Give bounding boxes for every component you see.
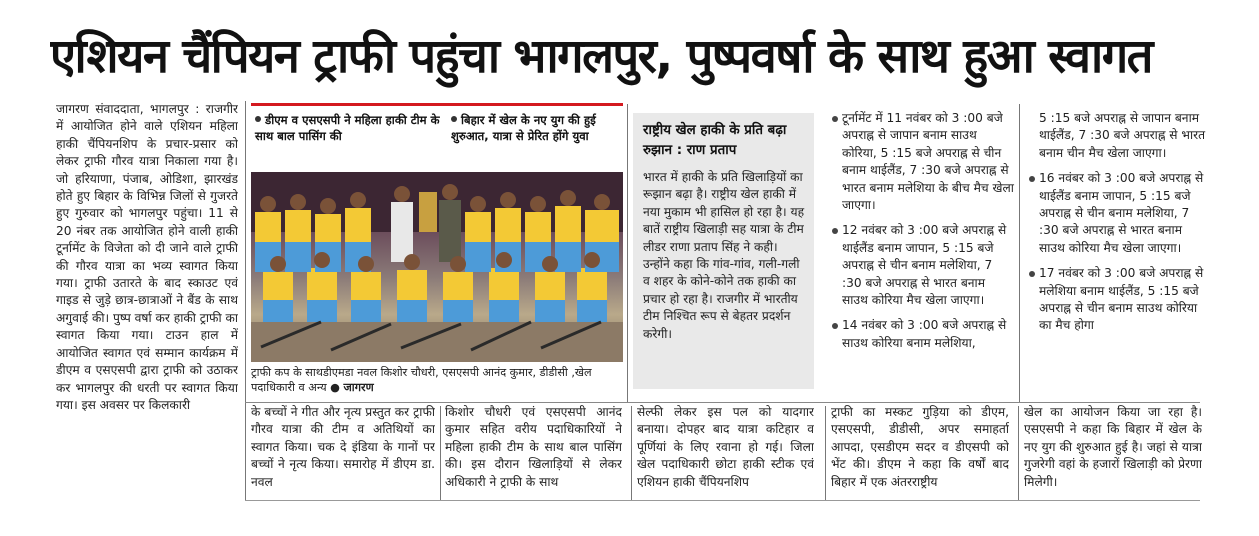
bottom-rule (245, 500, 1200, 501)
bullet-icon (832, 228, 842, 234)
photo-credit: जागरण (343, 381, 374, 394)
column-divider (440, 406, 441, 500)
photo-caption (251, 365, 623, 395)
article-paragraph: किशोर चौधरी एवं एसएसपी आनंद कुमार सहित वरीय पदाधिकारियों ने महिला हाकी टीम के साथ बाल पासिंग की। इस दौरान खिलाड़ियों से लेकर अधिकारी ने ट्राफी के साथ (445, 405, 622, 489)
team-photo-illustration (251, 172, 623, 362)
section-divider (245, 402, 1200, 403)
article-column (637, 404, 814, 500)
schedule-item (1029, 110, 1211, 162)
red-rule (251, 103, 623, 106)
related-headline-text: बिहार में खेल के नए युग की हुई शुरुआत, यात्रा से प्रेरित होंगे युवा (451, 113, 596, 143)
column-divider (1019, 104, 1020, 402)
schedule-item (832, 110, 1014, 214)
related-headline (451, 112, 623, 144)
article-paragraph: ट्राफी का मस्कट गुड़िया को डीएम, एसएसपी, डीडीसी, अपर समाहर्ता आपदा, एसडीएम सदर व डीएसपी को भेंट की। डीएम ने कहा कि वर्षों बाद बिहार में एक अंतरराष्ट्रीय (831, 405, 1009, 489)
column-divider (245, 101, 246, 501)
schedule-item-text: 12 नवंबर को 3 :00 बजे अपराह्न से थाईलैंड बनाम जापान, 5 :15 बजे अपराह्न से चीन बनाम मलेशिया, 7 :30 बजे अपराह्न से भारत बनाम साउथ कोरिया मैच खेला जाएगा। (842, 223, 1007, 308)
schedule-item (1029, 170, 1211, 257)
schedule-item-text: 14 नवंबर को 3 :00 बजे अपराह्न से साउथ कोरिया बनाम मलेशिया, (842, 318, 1007, 350)
schedule-item (832, 222, 1014, 309)
headline: एशियन चैंपियन ट्राफी पहुंचा भागलपुर, पुष्पवर्षा के साथ हुआ स्वागत (50, 29, 1152, 84)
schedule-item-text: टूर्नामेंट में 11 नवंबर को 3 :00 बजे अपराह्न से जापान बनाम साउथ कोरिया, 5 :15 बजे अपराह्न से चीन बनाम थाईलैंड, 7 :30 बजे अपराह्न से भारत बनाम मलेशिया के बीच मैच खेला जाएगा। (842, 111, 1014, 213)
sidebox (633, 113, 814, 389)
schedule-item (1029, 265, 1211, 335)
bullet-icon (832, 116, 842, 122)
match-schedule-right (1029, 110, 1211, 343)
related-headline (255, 112, 445, 144)
article-column (251, 404, 435, 500)
camera-icon: ● (330, 381, 340, 394)
lead-article-column (56, 101, 238, 501)
related-headline-text: डीएम व एसएसपी ने महिला हाकी टीम के साथ बाल पासिंग की (255, 113, 440, 143)
column-divider (825, 406, 826, 500)
sidebox-body: भारत में हाकी के प्रति खिलाड़ियों का रूझान बढ़ा है। राष्ट्रीय खेल हाकी में नया मुकाम भी हासिल हो रहा है। यह बातें राष्ट्रीय खिलाड़ी सह यात्रा के टीम लीडर राणा प्रताप सिंह ने कही। उन्होंने कहा कि गांव-गांव, गली-गली व शहर के कोने-कोने तक हाकी का प्रचार हो रहा है। राजगीर में भारतीय टीम निश्चित रूप से बेहतर प्रदर्शन करेगी। (643, 170, 805, 341)
sidebox-title: राष्ट्रीय खेल हाकी के प्रति बढ़ा रुझान : राण प्रताप (643, 123, 787, 158)
schedule-item (832, 317, 1014, 352)
schedule-item-text: 16 नवंबर को 3 :00 बजे अपराह्न से थाईलैंड बनाम जापान, 5 :15 बजे अपराह्न से चीन बनाम मलेशिया, 7 :30 बजे अपराह्न से भारत बनाम साउथ कोरिया मैच खेला जाएगा। (1039, 171, 1204, 255)
column-divider (627, 104, 628, 402)
column-divider (631, 406, 632, 500)
schedule-item-text: 5 :15 बजे अपराह्न से जापान बनाम थाईलैंड, 7 :30 बजे अपराह्न से भारत बनाम चीन मैच खेला जाएगा। (1039, 111, 1206, 160)
article-column (1024, 404, 1202, 500)
team-photo (251, 172, 623, 362)
photo-caption-text: ट्राफी कप के साथडीएमडा नवल किशोर चौधरी, एसएसपी आनंद कुमार, डीडीसी ,खेल पदाधिकारी व अन्य (251, 366, 592, 394)
article-column (445, 404, 622, 500)
bullet-icon (832, 323, 842, 329)
article-paragraph: सेल्फी लेकर इस पल को यादगार बनाया। दोपहर बाद यात्रा कटिहार व पूर्णियां के लिए रवाना हो गई। जिला खेल पदाधिकारी छोटा हाकी स्टीक एवं एशियन हाकी चैंपियनशिप (637, 405, 814, 489)
match-schedule-left (832, 110, 1014, 360)
bullet-icon (1029, 176, 1039, 182)
schedule-item-text: 17 नवंबर को 3 :00 बजे अपराह्न से मलेशिया बनाम थाईलैंड, 5 :15 बजे अपराह्न से चीन बनाम साउथ कोरिया का मैच होगा (1039, 266, 1204, 333)
article-column (831, 404, 1009, 500)
bullet-icon (1029, 271, 1039, 277)
article-paragraph: के बच्चों ने गीत और नृत्य प्रस्तुत कर ट्राफी गौरव यात्रा की टीम व अतिथियों का स्वागत किया। चक दे इंडिया के गानों पर बच्चों ने नृत्य किया। समारोह में डीएम डा. नवल (251, 405, 435, 489)
bullet-icon (255, 116, 261, 122)
lead-paragraph: जागरण संवाददाता, भागलपुर : राजगीर में आयोजित होने वाले एशियन महिला हाकी चैंपियनशिप के प्रचार-प्रसार को लेकर ट्राफी गौरव यात्रा निकाला गया है। जो हरियाणा, पंजाब, ओडिशा, झारखंड होते हुए बिहार के विभिन्न जिलों से गुजरते हुए गुरुवार को भागलपुर पहुंचा। 11 से 20 नंबर तक आयोजित होने वाली हाकी टूर्नामेंट के विजेता को दी जाने वाले ट्राफी की गौरव यात्रा का भव्य स्वागत किया गया। ट्राफी उतारते के बाद स्काउट एवं गाइड से जुड़े छात्र-छात्राओं ने बैंड के साथ अगुवाई की। पुष्प वर्षा कर हाकी ट्राफी का स्वागत किया गया। टाउन हाल में आयोजित स्वागत एवं सम्मान कार्यक्रम में डीएम व एसएसपी द्वारा ट्राफी को उठाकर कर भागलपुर की धरती पर स्वागत किया गया। इस अवसर पर किलकारी (56, 102, 238, 412)
article-paragraph: खेल का आयोजन किया जा रहा है। एसएसपी ने कहा कि बिहार में खेल के नए युग की शुरुआत हुई है। जहां से यात्रा गुजरेगी वहां के हजारों खिलाड़ी को प्रेरणा मिलेगी। (1024, 405, 1202, 489)
column-divider (1018, 406, 1019, 500)
bullet-icon (451, 116, 457, 122)
